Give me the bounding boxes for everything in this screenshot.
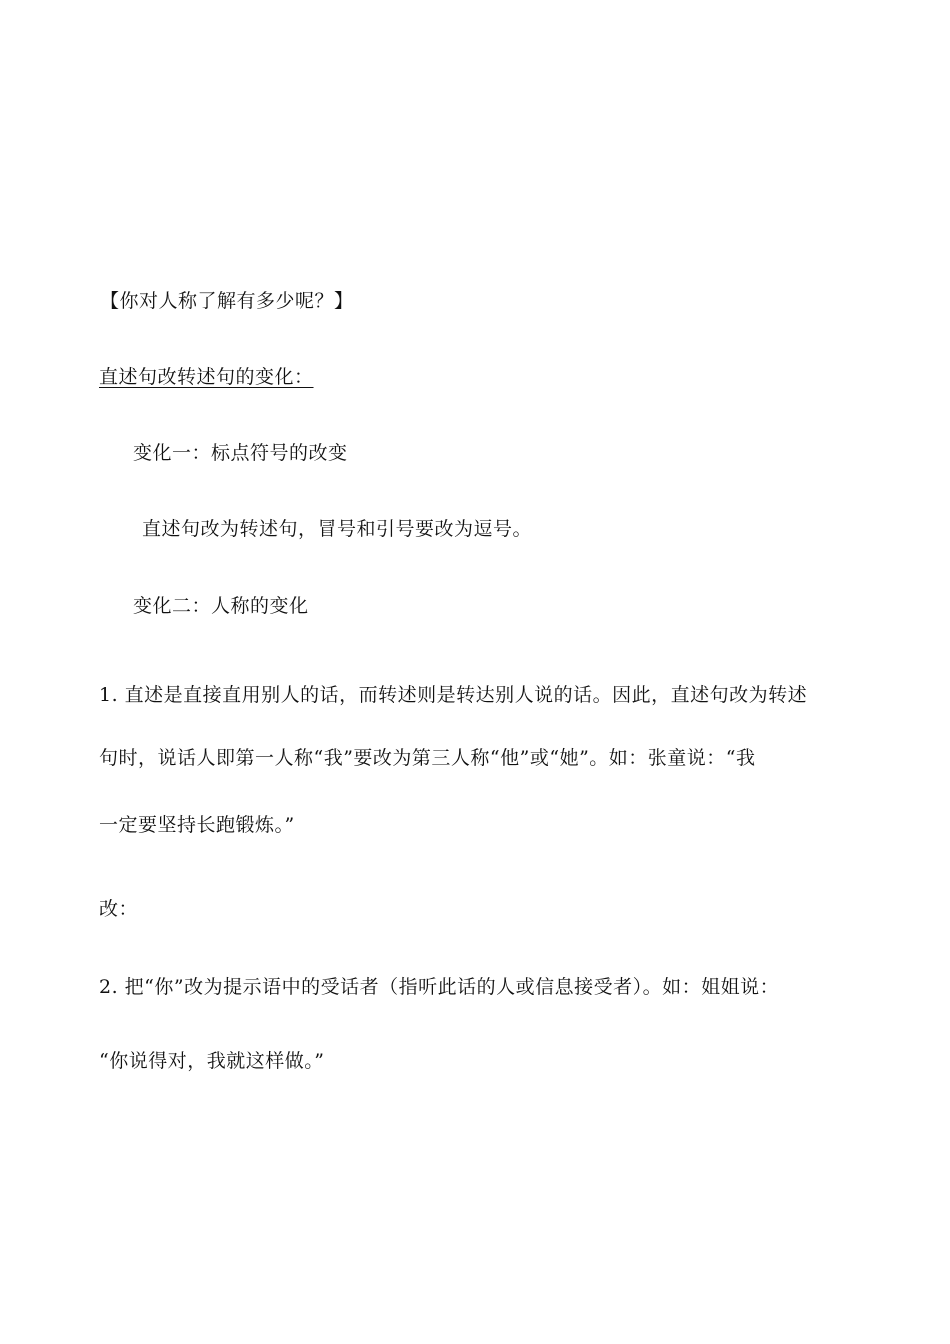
item1-line2: 句时，说话人即第一人称“我”要改为第三人称“他”或“她”。如：张童说：“我 [99,747,756,769]
section-title: 直述句改转述句的变化： [99,366,314,388]
heading: 【你对人称了解有多少呢？】 [100,290,354,312]
change-one-text: 直述句改为转述句，冒号和引号要改为逗号。 [142,518,533,540]
item1-answer-label: 改： [99,898,139,920]
change-two-title: 变化二：人称的变化 [133,595,309,617]
item1-line3: 一定要坚持长跑锻炼。” [99,814,295,836]
change-one-title: 变化一：标点符号的改变 [133,442,348,464]
item2-line2: “你说得对，我就这样做。” [99,1050,325,1072]
item1-line1: 1. 直述是直接直用别人的话，而转述则是转达别人说的话。因此，直述句改为转述 [99,684,808,706]
item2-line1: 2. 把“你”改为提示语中的受话者（指听此话的人或信息接受者）。如：姐姐说： [99,976,780,998]
